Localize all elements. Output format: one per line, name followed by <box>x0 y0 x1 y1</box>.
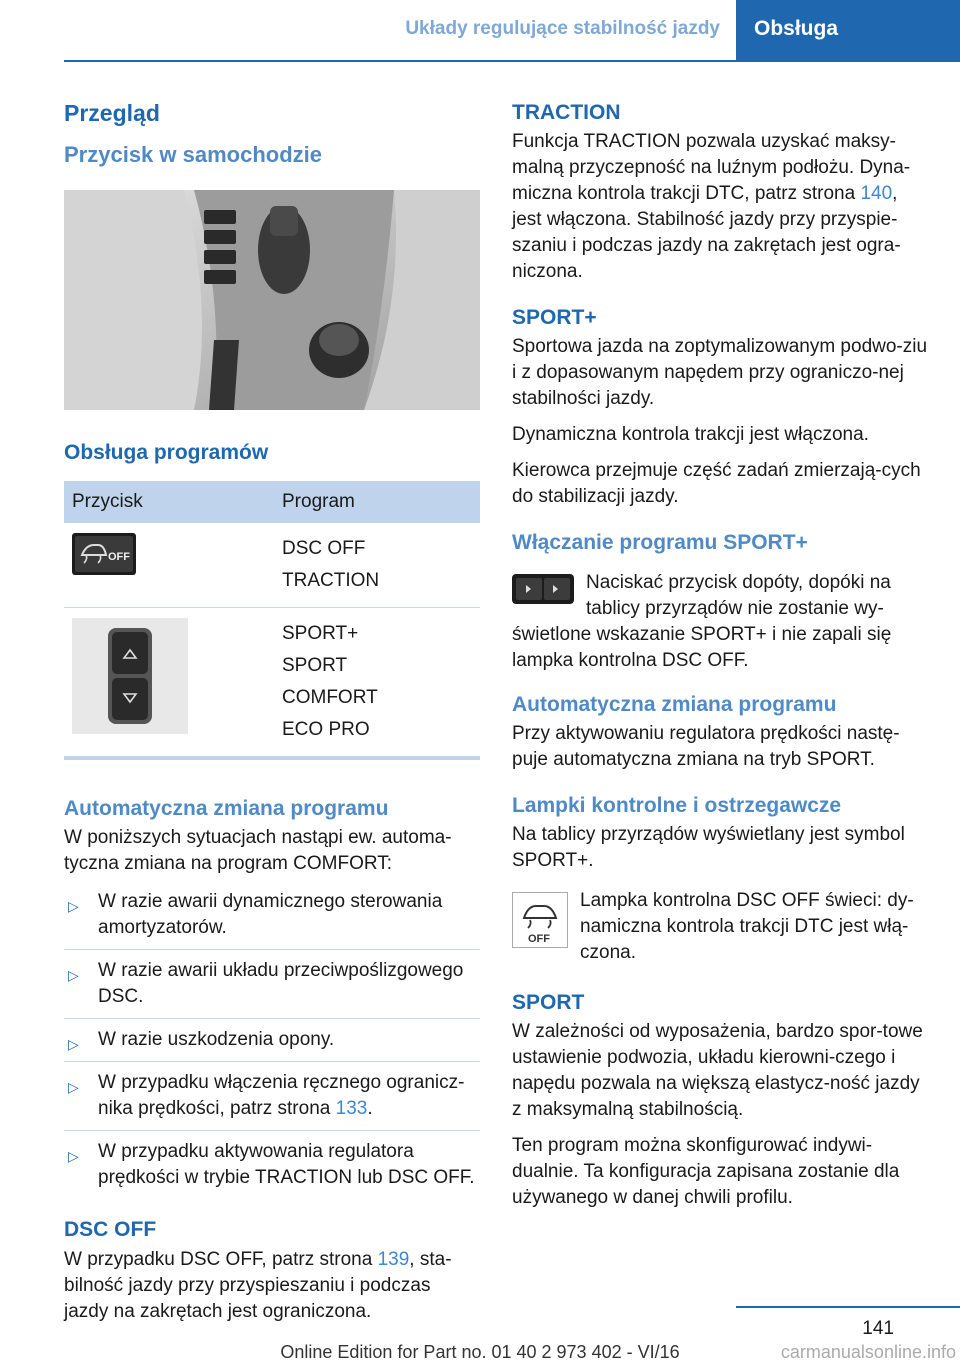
sport-plus-paragraph-2: Dynamiczna kontrola trakcji jest włączona. <box>512 424 869 446</box>
table-header-program: Program <box>274 481 480 523</box>
sport-plus-paragraph-1: Sportowa jazda na zoptymalizowanym podwo-ziu i z dopasowanym napędem przy ograniczo-nej stabilności jazdy. <box>512 336 928 410</box>
table-row <box>64 608 480 759</box>
page-link-133[interactable]: 133 <box>335 1098 368 1120</box>
program-name: SPORT+ <box>282 623 359 645</box>
programs-heading: Obsługa programów <box>64 440 269 464</box>
page-header <box>0 0 960 62</box>
enable-sport-plus-block <box>512 570 928 674</box>
table-row <box>64 523 480 608</box>
edition-line: Online Edition for Part no. 01 40 2 973 402 - VI/16 <box>280 1342 680 1362</box>
traction-heading: TRACTION <box>512 101 621 124</box>
footer-rule <box>736 1306 960 1308</box>
auto-change-heading-right: Automatyczna zmiana programu <box>512 692 837 716</box>
lamps-text: Na tablicy przyrządów wyświetlany jest symbol SPORT+. <box>512 823 905 871</box>
program-name: SPORT <box>282 655 348 677</box>
list-item: ▷ W razie awarii układu przeciwpoślizgowego DSC. <box>64 950 480 1019</box>
sport-paragraph-2: Ten program można skonfigurować indywi-dualnie. Ta konfiguracja zapisana zostanie dla używanego w danej chwili profilu. <box>512 1135 900 1209</box>
svg-text:OFF: OFF <box>108 551 130 564</box>
page-link-139[interactable]: 139 <box>377 1248 410 1270</box>
center-console-illustration <box>64 190 480 410</box>
chapter-tab[interactable]: Obsługa <box>736 0 960 62</box>
page-footer <box>0 1306 960 1362</box>
triangle-bullet-icon: ▷ <box>68 1036 79 1053</box>
auto-change-list <box>64 881 480 1199</box>
svg-text:OFF: OFF <box>528 932 550 945</box>
list-item: ▷ W przypadku włączenia ręcznego ogranicz-nika prędkości, patrz strona 133. <box>64 1062 480 1131</box>
dsc-lamp-block <box>512 888 928 966</box>
overview-heading: Przegląd <box>64 100 160 126</box>
dsc-off-button-icon <box>72 533 136 575</box>
lamps-heading: Lampki kontrolne i ostrzegawcze <box>512 793 842 817</box>
list-item: ▷ W przypadku aktywowania regulatora prędkości w trybie TRACTION lub DSC OFF. <box>68 1141 475 1189</box>
auto-change-text-right: Przy aktywowaniu regulatora prędkości nastę-puje automatyczna zmiana na tryb SPORT. <box>512 722 900 770</box>
section-title: Układy regulujące stabilność jazdy <box>405 18 720 39</box>
dsc-off-heading: DSC OFF <box>64 1218 157 1242</box>
left-column <box>64 100 480 1335</box>
button-in-car-heading: Przycisk w samochodzie <box>64 141 322 167</box>
sport-button-icon <box>512 574 574 604</box>
center-console-photo <box>64 190 480 410</box>
page-number: 141 <box>862 1318 894 1339</box>
dsc-off-lamp-icon <box>512 892 568 948</box>
auto-change-heading: Automatyczna zmiana programu <box>64 797 389 821</box>
watermark: carmanualsonline.info <box>780 1342 956 1362</box>
program-name: ECO PRO <box>282 719 370 741</box>
sport-heading: SPORT <box>512 990 585 1014</box>
list-item: ▷ W razie uszkodzenia opony. <box>64 1019 480 1062</box>
program-name: COMFORT <box>282 687 378 709</box>
program-name: DSC OFF <box>282 538 366 560</box>
sport-plus-paragraph-3: Kierowca przejmuje część zadań zmierzają-cych do stabilizacji jazdy. <box>512 460 921 508</box>
triangle-bullet-icon: ▷ <box>68 898 79 915</box>
program-name: TRACTION <box>282 570 380 592</box>
header-rule <box>64 60 736 62</box>
triangle-bullet-icon: ▷ <box>68 967 79 984</box>
table-header-button: Przycisk <box>64 481 274 523</box>
enable-sport-plus-text: Naciskać przycisk dopóty, dopóki na tablicy przyrządów nie zostanie wy-świetlone wskazanie SPORT+ i nie zapali się lampka kontrolna DSC OFF. <box>512 571 892 671</box>
traction-paragraph: Funkcja TRACTION pozwala uzyskać maksy-malną przyczepność na luźnym podłożu. Dyna-miczna kontrola trakcji DTC, patrz strona 140, jest włączona. Stabilność jazdy przy przyspie-szaniu i podczas jazdy na zakrętach jest ogra-niczona. <box>512 131 911 283</box>
right-column <box>512 100 928 1221</box>
page-link-140[interactable]: 140 <box>860 183 893 205</box>
program-table <box>64 481 480 760</box>
auto-change-intro: W poniższych sytuacjach nastąpi ew. automa-tyczna zmiana na program COMFORT: <box>64 827 452 875</box>
dsc-lamp-text: Lampka kontrolna DSC OFF świeci: dy-namiczna kontrola trakcji DTC jest włą-czona. <box>580 889 914 963</box>
list-item: ▷ W razie awarii dynamicznego sterowania amortyzatorów. <box>64 881 480 950</box>
triangle-bullet-icon: ▷ <box>68 1079 79 1096</box>
enable-sport-plus-heading: Włączanie programu SPORT+ <box>512 531 808 555</box>
dsc-off-paragraph: W przypadku DSC OFF, patrz strona 139, sta-bilność jazdy przy przyspieszaniu i podczas jazdy na zakrętach jest ograniczona. <box>64 1248 452 1322</box>
triangle-bullet-icon: ▷ <box>68 1148 79 1165</box>
sport-plus-heading: SPORT+ <box>512 306 597 330</box>
sport-paragraph-1: W zależności od wyposażenia, bardzo spor-towe ustawienie podwozia, układu kierowni-czego i napędu pozwala na większą elastycz-ność jazdy z maksymalną stabilnością. <box>512 1021 923 1121</box>
mode-rocker-button-icon <box>72 618 188 734</box>
